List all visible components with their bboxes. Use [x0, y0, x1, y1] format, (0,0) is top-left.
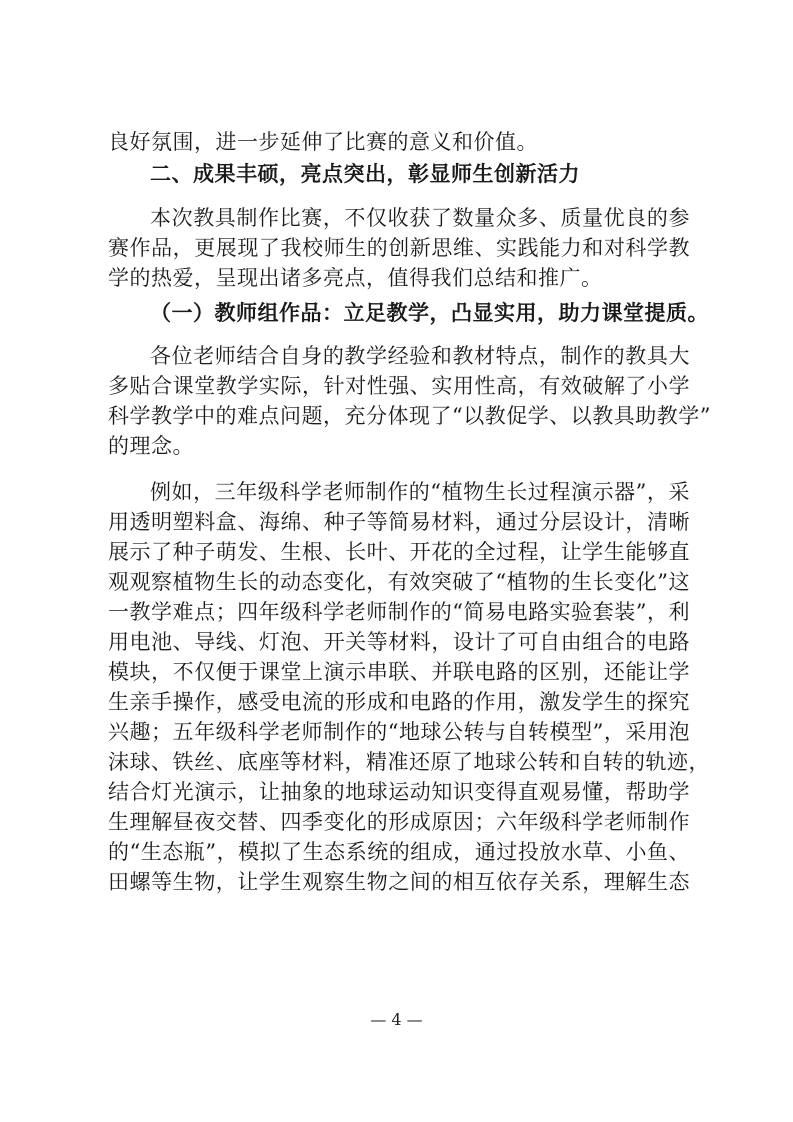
text-line: 模块，不仅便于课堂上演示串联、并联电路的区别，还能让学: [108, 660, 690, 684]
page-number: — 4 —: [370, 1010, 423, 1029]
text-line: 各位老师结合自身的教学经验和教材特点，制作的教具大: [150, 344, 690, 368]
text-line: 沫球、铁丝、底座等材料，精准还原了地球公转和自转的轨迹，: [108, 750, 710, 774]
text-line: 的“生态瓶”，模拟了生态系统的组成，通过投放水草、小鱼、: [108, 840, 690, 864]
text-line: 生理解昼夜交替、四季变化的形成原因；六年级科学老师制作: [108, 810, 690, 834]
text-line: 用电池、导线、灯泡、开关等材料，设计了可自由组合的电路: [108, 630, 690, 654]
text-line: 结合灯光演示，让抽象的地球运动知识变得直观易懂，帮助学: [108, 780, 690, 804]
text-line: 田螺等生物，让学生观察生物之间的相互依存关系，理解生态: [108, 870, 690, 894]
text-line: 本次教具制作比赛，不仅收获了数量众多、质量优良的参: [150, 206, 690, 230]
text-line: 良好氛围，进一步延伸了比赛的意义和价值。: [108, 130, 538, 154]
text-line: 兴趣；五年级科学老师制作的“地球公转与自转模型”，采用泡: [108, 720, 690, 744]
text-line: 的理念。: [108, 434, 194, 458]
subsection-heading: （一）教师组作品：立足教学，凸显实用，助力课堂提质。: [150, 301, 709, 325]
text-line: 赛作品，更展现了我校师生的创新思维、实践能力和对科学教: [108, 236, 690, 260]
text-line: 观观察植物生长的动态变化，有效突破了“植物的生长变化”这: [108, 570, 690, 594]
text-line: 科学教学中的难点问题，充分体现了“以教促学、以教具助教学”: [108, 404, 711, 428]
text-line: 生亲手操作，感受电流的形成和电路的作用，激发学生的探究: [108, 690, 690, 714]
text-line: 展示了种子萌发、生根、长叶、开花的全过程，让学生能够直: [108, 540, 690, 564]
text-line: 用透明塑料盒、海绵、种子等简易材料，通过分层设计，清晰: [108, 510, 690, 534]
text-line: 多贴合课堂教学实际，针对性强、实用性高，有效破解了小学: [108, 374, 690, 398]
text-line: 学的热爱，呈现出诸多亮点，值得我们总结和推广。: [108, 266, 603, 290]
text-line: 例如，三年级科学老师制作的“植物生长过程演示器”，采: [150, 480, 690, 504]
section-heading: 二、成果丰硕，亮点突出，彰显师生创新活力: [150, 162, 580, 186]
text-line: 一教学难点；四年级科学老师制作的“简易电路实验套装”，利: [108, 600, 690, 624]
